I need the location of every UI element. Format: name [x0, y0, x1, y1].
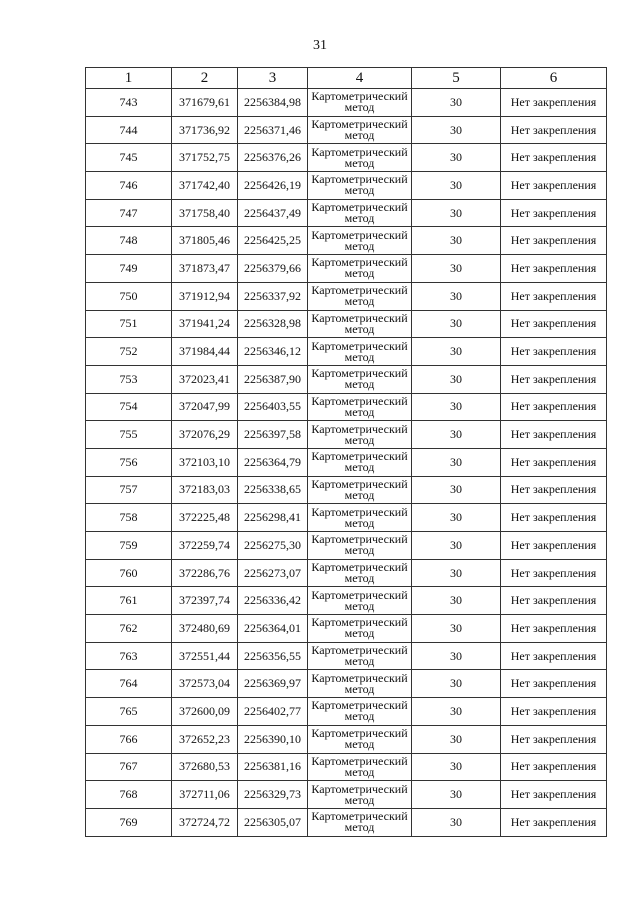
point-number-cell: 758	[86, 504, 172, 532]
table-row	[86, 587, 607, 615]
x-coordinate-cell: 372225,48	[172, 504, 238, 532]
accuracy-cell: 30	[412, 338, 501, 366]
accuracy-cell: 30	[412, 476, 501, 504]
method-line-2: метод	[344, 377, 375, 392]
method-line-2: метод	[344, 183, 375, 198]
x-coordinate-cell: 372711,06	[172, 781, 238, 809]
method-line-2: метод	[344, 404, 375, 419]
method-line-1: Картометрический	[311, 753, 408, 768]
method-line-1: Картометрический	[311, 698, 408, 713]
column-header-4: 4	[308, 68, 412, 89]
accuracy-cell: 30	[412, 615, 501, 643]
method-line-2: метод	[344, 764, 375, 779]
table-row	[86, 338, 607, 366]
x-coordinate-cell: 372551,44	[172, 642, 238, 670]
accuracy-cell: 30	[412, 559, 501, 587]
y-coordinate-cell: 2256346,12	[238, 338, 308, 366]
table-body	[86, 89, 607, 837]
method-line-1: Картометрический	[311, 227, 408, 242]
x-coordinate-cell: 372286,76	[172, 559, 238, 587]
point-number-cell: 744	[86, 116, 172, 144]
x-coordinate-cell: 371941,24	[172, 310, 238, 338]
fixation-cell: Нет закрепления	[501, 587, 607, 615]
method-cell	[308, 504, 412, 532]
table-row	[86, 227, 607, 255]
point-number-cell: 763	[86, 642, 172, 670]
accuracy-cell: 30	[412, 393, 501, 421]
table-row	[86, 753, 607, 781]
y-coordinate-cell: 2256376,26	[238, 144, 308, 172]
y-coordinate-cell: 2256381,16	[238, 753, 308, 781]
x-coordinate-cell: 372047,99	[172, 393, 238, 421]
method-line-2: метод	[344, 792, 375, 807]
fixation-cell: Нет закрепления	[501, 365, 607, 393]
method-line-2: метод	[344, 266, 375, 281]
method-cell	[308, 725, 412, 753]
y-coordinate-cell: 2256379,66	[238, 255, 308, 283]
point-number-cell: 767	[86, 753, 172, 781]
y-coordinate-cell: 2256275,30	[238, 532, 308, 560]
fixation-cell: Нет закрепления	[501, 310, 607, 338]
x-coordinate-cell: 372023,41	[172, 365, 238, 393]
accuracy-cell: 30	[412, 642, 501, 670]
method-cell	[308, 310, 412, 338]
fixation-cell: Нет закрепления	[501, 255, 607, 283]
fixation-cell: Нет закрепления	[501, 116, 607, 144]
fixation-cell: Нет закрепления	[501, 698, 607, 726]
y-coordinate-cell: 2256402,77	[238, 698, 308, 726]
point-number-cell: 762	[86, 615, 172, 643]
column-header-5: 5	[412, 68, 501, 89]
y-coordinate-cell: 2256298,41	[238, 504, 308, 532]
point-number-cell: 755	[86, 421, 172, 449]
x-coordinate-cell: 372600,09	[172, 698, 238, 726]
method-line-2: метод	[344, 100, 375, 115]
method-cell	[308, 338, 412, 366]
method-line-2: метод	[344, 321, 375, 336]
method-cell	[308, 116, 412, 144]
x-coordinate-cell: 371873,47	[172, 255, 238, 283]
method-line-1: Картометрический	[311, 532, 408, 547]
method-cell	[308, 615, 412, 643]
method-line-2: метод	[344, 571, 375, 586]
column-header-3: 3	[238, 68, 308, 89]
fixation-cell: Нет закрепления	[501, 448, 607, 476]
method-cell	[308, 172, 412, 200]
coordinates-table	[85, 67, 607, 837]
point-number-cell: 765	[86, 698, 172, 726]
table-row	[86, 144, 607, 172]
fixation-cell: Нет закрепления	[501, 144, 607, 172]
y-coordinate-cell: 2256387,90	[238, 365, 308, 393]
x-coordinate-cell: 372103,10	[172, 448, 238, 476]
table-row	[86, 476, 607, 504]
method-line-1: Картометрический	[311, 89, 408, 104]
y-coordinate-cell: 2256403,55	[238, 393, 308, 421]
accuracy-cell: 30	[412, 365, 501, 393]
point-number-cell: 750	[86, 282, 172, 310]
point-number-cell: 766	[86, 725, 172, 753]
method-line-1: Картометрический	[311, 449, 408, 464]
x-coordinate-cell: 371736,92	[172, 116, 238, 144]
y-coordinate-cell: 2256364,01	[238, 615, 308, 643]
fixation-cell: Нет закрепления	[501, 421, 607, 449]
table-row	[86, 781, 607, 809]
method-line-1: Картометрический	[311, 421, 408, 436]
accuracy-cell: 30	[412, 504, 501, 532]
y-coordinate-cell: 2256305,07	[238, 808, 308, 836]
method-cell	[308, 448, 412, 476]
method-line-2: метод	[344, 543, 375, 558]
accuracy-cell: 30	[412, 753, 501, 781]
table-row	[86, 282, 607, 310]
x-coordinate-cell: 371752,75	[172, 144, 238, 172]
method-line-1: Картометрический	[311, 726, 408, 741]
table-row	[86, 725, 607, 753]
method-cell	[308, 393, 412, 421]
method-line-2: метод	[344, 487, 375, 502]
accuracy-cell: 30	[412, 670, 501, 698]
table-row	[86, 642, 607, 670]
method-line-2: метод	[344, 432, 375, 447]
point-number-cell: 759	[86, 532, 172, 560]
table-row	[86, 698, 607, 726]
accuracy-cell: 30	[412, 310, 501, 338]
method-cell	[308, 642, 412, 670]
y-coordinate-cell: 2256371,46	[238, 116, 308, 144]
method-cell	[308, 808, 412, 836]
table-row	[86, 532, 607, 560]
method-line-1: Картометрический	[311, 504, 408, 519]
fixation-cell: Нет закрепления	[501, 781, 607, 809]
point-number-cell: 768	[86, 781, 172, 809]
point-number-cell: 757	[86, 476, 172, 504]
method-line-1: Картометрический	[311, 283, 408, 298]
method-line-1: Картометрический	[311, 338, 408, 353]
method-line-1: Картометрический	[311, 587, 408, 602]
accuracy-cell: 30	[412, 781, 501, 809]
table-row	[86, 615, 607, 643]
y-coordinate-cell: 2256369,97	[238, 670, 308, 698]
fixation-cell: Нет закрепления	[501, 753, 607, 781]
method-line-2: метод	[344, 681, 375, 696]
fixation-cell: Нет закрепления	[501, 227, 607, 255]
accuracy-cell: 30	[412, 808, 501, 836]
point-number-cell: 743	[86, 89, 172, 117]
method-line-1: Картометрический	[311, 809, 408, 824]
y-coordinate-cell: 2256437,49	[238, 199, 308, 227]
x-coordinate-cell: 372076,29	[172, 421, 238, 449]
x-coordinate-cell: 372259,74	[172, 532, 238, 560]
method-line-2: метод	[344, 460, 375, 475]
y-coordinate-cell: 2256426,19	[238, 172, 308, 200]
method-line-1: Картометрический	[311, 172, 408, 187]
accuracy-cell: 30	[412, 116, 501, 144]
method-line-1: Картометрический	[311, 200, 408, 215]
y-coordinate-cell: 2256338,65	[238, 476, 308, 504]
table-row	[86, 448, 607, 476]
fixation-cell: Нет закрепления	[501, 725, 607, 753]
method-line-1: Картометрический	[311, 615, 408, 630]
y-coordinate-cell: 2256364,79	[238, 448, 308, 476]
point-number-cell: 756	[86, 448, 172, 476]
point-number-cell: 753	[86, 365, 172, 393]
table-row	[86, 199, 607, 227]
method-line-1: Картометрический	[311, 366, 408, 381]
point-number-cell: 769	[86, 808, 172, 836]
accuracy-cell: 30	[412, 144, 501, 172]
table-row	[86, 365, 607, 393]
x-coordinate-cell: 372397,74	[172, 587, 238, 615]
method-line-1: Картометрический	[311, 560, 408, 575]
method-line-1: Картометрический	[311, 393, 408, 408]
method-line-2: метод	[344, 709, 375, 724]
method-cell	[308, 89, 412, 117]
method-cell	[308, 753, 412, 781]
fixation-cell: Нет закрепления	[501, 338, 607, 366]
accuracy-cell: 30	[412, 89, 501, 117]
point-number-cell: 747	[86, 199, 172, 227]
y-coordinate-cell: 2256337,92	[238, 282, 308, 310]
point-number-cell: 760	[86, 559, 172, 587]
accuracy-cell: 30	[412, 282, 501, 310]
fixation-cell: Нет закрепления	[501, 199, 607, 227]
y-coordinate-cell: 2256356,55	[238, 642, 308, 670]
method-line-1: Картометрический	[311, 255, 408, 270]
point-number-cell: 764	[86, 670, 172, 698]
method-line-2: метод	[344, 598, 375, 613]
fixation-cell: Нет закрепления	[501, 476, 607, 504]
table-row	[86, 808, 607, 836]
method-cell	[308, 365, 412, 393]
method-line-2: метод	[344, 294, 375, 309]
table-row	[86, 393, 607, 421]
x-coordinate-cell: 372652,23	[172, 725, 238, 753]
y-coordinate-cell: 2256425,25	[238, 227, 308, 255]
y-coordinate-cell: 2256329,73	[238, 781, 308, 809]
point-number-cell: 746	[86, 172, 172, 200]
fixation-cell: Нет закрепления	[501, 532, 607, 560]
fixation-cell: Нет закрепления	[501, 670, 607, 698]
y-coordinate-cell: 2256390,10	[238, 725, 308, 753]
fixation-cell: Нет закрепления	[501, 172, 607, 200]
method-cell	[308, 144, 412, 172]
method-cell	[308, 255, 412, 283]
point-number-cell: 745	[86, 144, 172, 172]
method-line-2: метод	[344, 737, 375, 752]
accuracy-cell: 30	[412, 532, 501, 560]
method-line-1: Картометрический	[311, 117, 408, 132]
method-line-1: Картометрический	[311, 781, 408, 796]
column-header-1: 1	[86, 68, 172, 89]
y-coordinate-cell: 2256336,42	[238, 587, 308, 615]
y-coordinate-cell: 2256397,58	[238, 421, 308, 449]
x-coordinate-cell: 372183,03	[172, 476, 238, 504]
method-cell	[308, 199, 412, 227]
point-number-cell: 749	[86, 255, 172, 283]
accuracy-cell: 30	[412, 725, 501, 753]
x-coordinate-cell: 371742,40	[172, 172, 238, 200]
x-coordinate-cell: 372724,72	[172, 808, 238, 836]
x-coordinate-cell: 372480,69	[172, 615, 238, 643]
table-row	[86, 421, 607, 449]
accuracy-cell: 30	[412, 587, 501, 615]
method-line-2: метод	[344, 654, 375, 669]
method-line-2: метод	[344, 155, 375, 170]
method-line-2: метод	[344, 820, 375, 835]
accuracy-cell: 30	[412, 448, 501, 476]
table-header-row	[86, 68, 607, 89]
method-cell	[308, 476, 412, 504]
fixation-cell: Нет закрепления	[501, 504, 607, 532]
method-cell	[308, 670, 412, 698]
method-line-1: Картометрический	[311, 310, 408, 325]
fixation-cell: Нет закрепления	[501, 615, 607, 643]
table-row	[86, 116, 607, 144]
table-row	[86, 559, 607, 587]
x-coordinate-cell: 371912,94	[172, 282, 238, 310]
x-coordinate-cell: 371758,40	[172, 199, 238, 227]
method-cell	[308, 587, 412, 615]
method-line-1: Картометрический	[311, 144, 408, 159]
x-coordinate-cell: 371805,46	[172, 227, 238, 255]
method-line-2: метод	[344, 211, 375, 226]
method-line-1: Картометрический	[311, 643, 408, 658]
x-coordinate-cell: 372680,53	[172, 753, 238, 781]
fixation-cell: Нет закрепления	[501, 808, 607, 836]
method-line-1: Картометрический	[311, 670, 408, 685]
method-line-2: метод	[344, 128, 375, 143]
table-row	[86, 89, 607, 117]
method-line-2: метод	[344, 349, 375, 364]
method-cell	[308, 698, 412, 726]
point-number-cell: 752	[86, 338, 172, 366]
accuracy-cell: 30	[412, 698, 501, 726]
method-line-1: Картометрический	[311, 476, 408, 491]
y-coordinate-cell: 2256384,98	[238, 89, 308, 117]
method-cell	[308, 559, 412, 587]
method-cell	[308, 781, 412, 809]
point-number-cell: 748	[86, 227, 172, 255]
point-number-cell: 751	[86, 310, 172, 338]
accuracy-cell: 30	[412, 421, 501, 449]
x-coordinate-cell: 371679,61	[172, 89, 238, 117]
y-coordinate-cell: 2256328,98	[238, 310, 308, 338]
method-line-2: метод	[344, 515, 375, 530]
point-number-cell: 761	[86, 587, 172, 615]
point-number-cell: 754	[86, 393, 172, 421]
accuracy-cell: 30	[412, 172, 501, 200]
table-row	[86, 670, 607, 698]
fixation-cell: Нет закрепления	[501, 89, 607, 117]
accuracy-cell: 30	[412, 199, 501, 227]
x-coordinate-cell: 371984,44	[172, 338, 238, 366]
table-row	[86, 504, 607, 532]
method-cell	[308, 421, 412, 449]
fixation-cell: Нет закрепления	[501, 642, 607, 670]
table-row	[86, 255, 607, 283]
column-header-2: 2	[172, 68, 238, 89]
method-cell	[308, 282, 412, 310]
page-number: 31	[313, 38, 327, 53]
column-header-6: 6	[501, 68, 607, 89]
method-cell	[308, 532, 412, 560]
method-line-2: метод	[344, 238, 375, 253]
fixation-cell: Нет закрепления	[501, 282, 607, 310]
fixation-cell: Нет закрепления	[501, 393, 607, 421]
table-row	[86, 310, 607, 338]
x-coordinate-cell: 372573,04	[172, 670, 238, 698]
table-row	[86, 172, 607, 200]
accuracy-cell: 30	[412, 227, 501, 255]
accuracy-cell: 30	[412, 255, 501, 283]
fixation-cell: Нет закрепления	[501, 559, 607, 587]
y-coordinate-cell: 2256273,07	[238, 559, 308, 587]
method-cell	[308, 227, 412, 255]
method-line-2: метод	[344, 626, 375, 641]
